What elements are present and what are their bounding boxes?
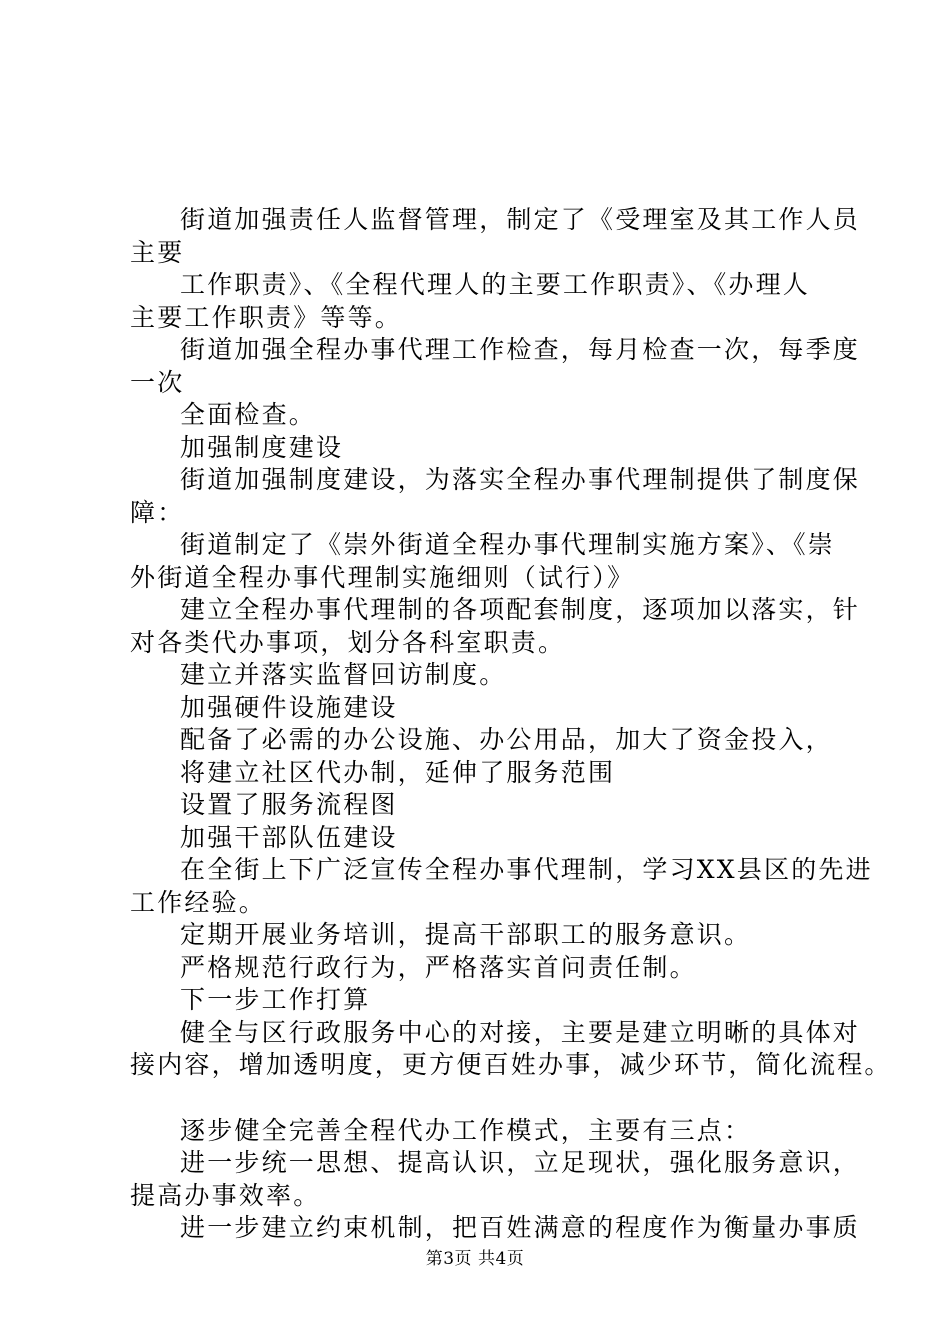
paragraph-line: 建立并落实监督回访制度。 bbox=[180, 660, 507, 689]
paragraph-line: 建立全程办事代理制的各项配套制度，逐项加以落实，针 bbox=[180, 595, 861, 624]
page-footer: 第3页 共4页 bbox=[425, 1249, 525, 1269]
paragraph-line: 街道制定了《崇外街道全程办事代理制实施方案》、《崇 bbox=[180, 530, 836, 559]
paragraph-line: 健全与区行政服务中心的对接，主要是建立明晰的具体对 bbox=[180, 1017, 861, 1047]
paragraph-line: 设置了服务流程图 bbox=[180, 790, 398, 819]
paragraph-line: 在全街上下广泛宣传全程办事代理制，学习XX县区的先进 bbox=[180, 855, 873, 884]
paragraph-line: 接内容，增加透明度，更方便百姓办事，减少环节，简化流程。 bbox=[130, 1050, 892, 1079]
paragraph-line: 下一步工作打算 bbox=[180, 985, 371, 1014]
paragraph-line: 主要 bbox=[130, 237, 185, 267]
paragraph-line: 街道加强责任人监督管理，制定了《受理室及其工作人员 bbox=[180, 205, 861, 234]
paragraph-line: 障： bbox=[130, 497, 185, 527]
blank-line bbox=[130, 1082, 850, 1115]
paragraph-line: 将建立社区代办制，延伸了服务范围 bbox=[180, 757, 616, 787]
paragraph-line: 加强干部队伍建设 bbox=[180, 822, 398, 852]
paragraph-line: 外街道全程办事代理制实施细则（试行）》 bbox=[130, 562, 635, 592]
paragraph-line: 一次 bbox=[130, 367, 185, 397]
paragraph-line: 配备了必需的办公设施、办公用品，加大了资金投入， bbox=[180, 725, 833, 754]
paragraph-line: 逐步健全完善全程代办工作模式，主要有三点： bbox=[180, 1115, 752, 1145]
paragraph-line: 主要工作职责》等等。 bbox=[130, 302, 403, 332]
paragraph-line: 全面检查。 bbox=[180, 400, 317, 429]
paragraph-line: 进一步统一思想、提高认识，立足现状，强化服务意识， bbox=[180, 1148, 861, 1177]
paragraph-line: 定期开展业务培训，提高干部职工的服务意识。 bbox=[180, 920, 752, 949]
paragraph-line: 工作职责》、《全程代理人的主要工作职责》、《办理人 bbox=[180, 270, 811, 299]
paragraph-line: 街道加强全程办事代理工作检查，每月检查一次，每季度 bbox=[180, 335, 861, 364]
paragraph-line: 提高办事效率。 bbox=[130, 1180, 321, 1210]
paragraph-line: 进一步建立约束机制，把百姓满意的程度作为衡量办事质 bbox=[180, 1213, 861, 1242]
paragraph-line: 严格规范行政行为，严格落实首问责任制。 bbox=[180, 952, 697, 982]
document-body bbox=[130, 204, 892, 1245]
paragraph-line: 加强硬件设施建设 bbox=[180, 692, 398, 722]
paragraph-line: 对各类代办事项，划分各科室职责。 bbox=[130, 627, 566, 657]
paragraph-line: 街道加强制度建设，为落实全程办事代理制提供了制度保 bbox=[180, 465, 861, 494]
paragraph-line: 工作经验。 bbox=[130, 887, 267, 917]
paragraph-line: 加强制度建设 bbox=[180, 432, 344, 462]
